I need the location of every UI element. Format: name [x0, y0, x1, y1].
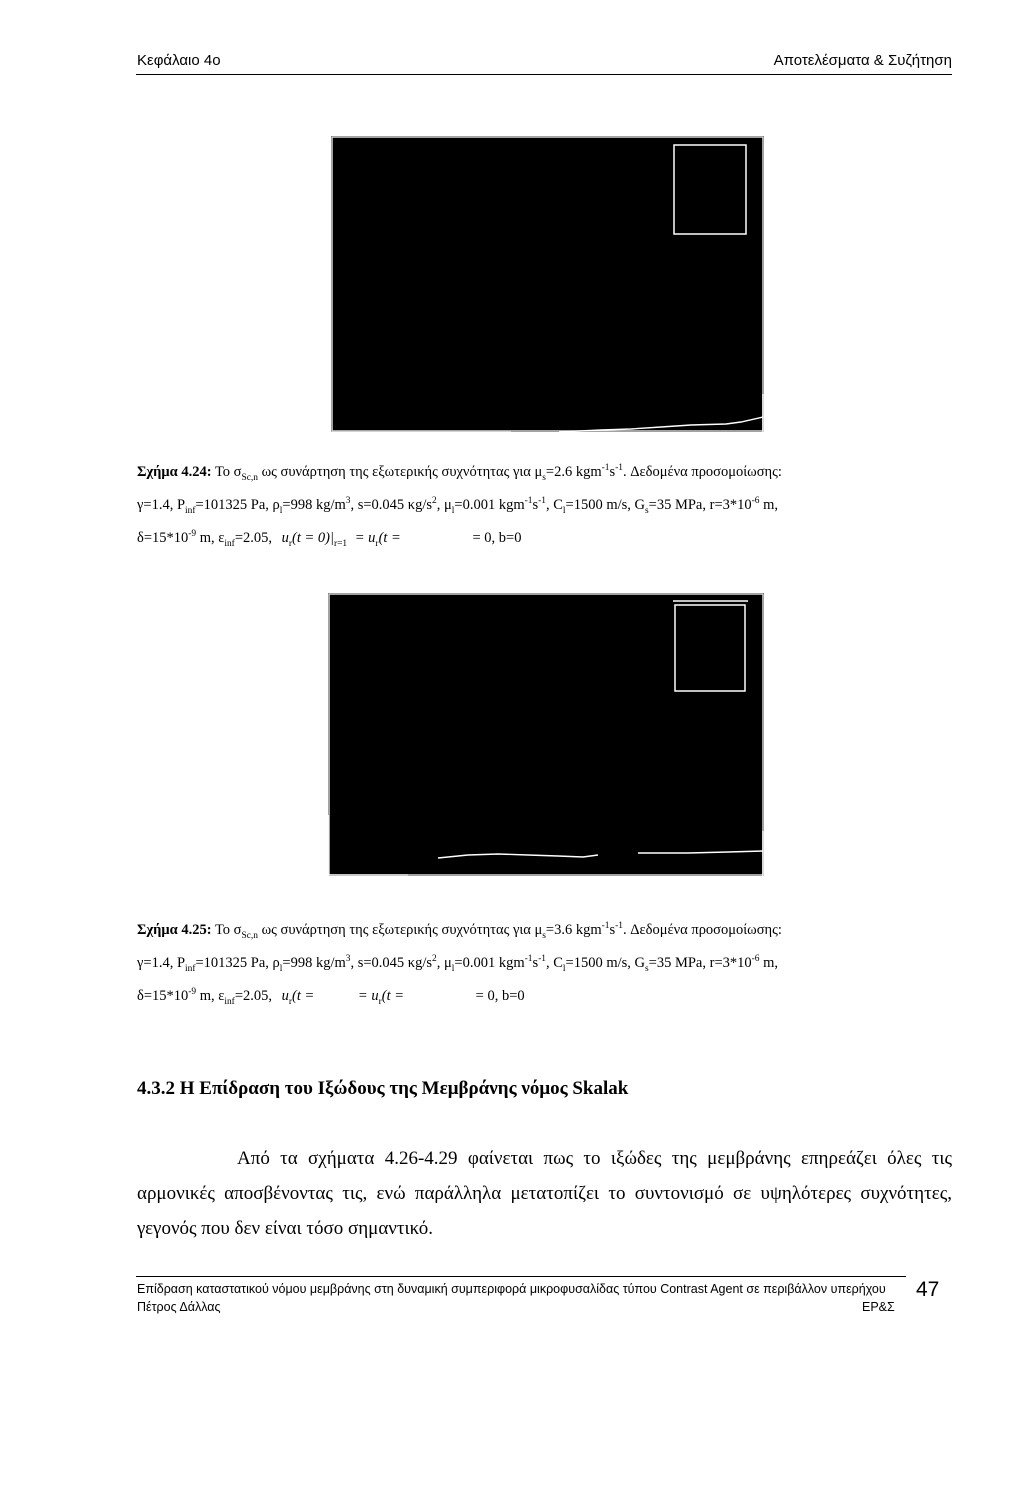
caption-text: δ=15*10 — [137, 988, 189, 1004]
figure-4-24-curve — [559, 417, 763, 432]
caption-text: . Δεδομένα προσομοίωσης: — [622, 922, 782, 938]
caption-sub: l — [451, 963, 455, 974]
caption-sub: l — [562, 505, 566, 516]
formula-text: u — [281, 530, 289, 546]
caption-sup: -1 — [524, 954, 533, 965]
caption-text: , s=0.045 κg/s — [350, 955, 433, 971]
caption-text: , μ — [436, 497, 452, 513]
caption-sub: inf — [224, 996, 235, 1007]
caption-sub: l — [562, 963, 566, 974]
caption-sub: Sc,n — [241, 930, 258, 941]
caption-text: =2.6 kgm — [545, 464, 602, 480]
running-header-chapter: Κεφάλαιο 4ο — [137, 52, 221, 69]
caption-sup: -1 — [538, 954, 546, 965]
caption-text: =1500 m/s, G — [565, 497, 645, 513]
caption-sub: l — [279, 963, 283, 974]
caption-sup: 3 — [345, 954, 351, 965]
caption-text: =101325 Pa, ρ — [195, 497, 280, 513]
caption-text: s — [532, 955, 539, 971]
caption-sub: inf — [185, 505, 196, 516]
caption-text: =3.6 kgm — [545, 922, 602, 938]
caption-text: , μ — [436, 955, 452, 971]
caption-sub: s — [542, 930, 546, 941]
caption-text: Το σ — [214, 922, 242, 938]
caption-text: s — [609, 922, 616, 938]
caption-sup: 2 — [432, 496, 437, 507]
caption-text: =1500 m/s, G — [565, 955, 645, 971]
section-heading: 4.3.2 Η Επίδραση του Ιξώδους της Μεμβράνης νόμος Skalak — [137, 1078, 629, 1099]
caption-sup: -1 — [615, 463, 623, 474]
caption-text: m, — [759, 955, 778, 971]
formula-sub: r — [375, 538, 379, 549]
figure-4-25-curve-b — [638, 851, 763, 853]
caption-text: =2.05, — [234, 988, 272, 1004]
footer-rule — [136, 1276, 906, 1277]
caption-sub: s — [542, 472, 546, 483]
figure-4-25-caption-line2 — [137, 947, 952, 980]
caption-text: =998 kg/m — [282, 497, 346, 513]
caption-text: , b=0 — [491, 530, 522, 546]
caption-text: =0.001 kgm — [454, 497, 525, 513]
caption-sup: -1 — [601, 921, 610, 932]
caption-text: s — [532, 497, 539, 513]
footer-department: ΕΡ&Σ — [862, 1300, 895, 1314]
caption-label: Σχήμα 4.25: — [137, 922, 212, 938]
page-number: 47 — [916, 1278, 940, 1301]
figure-4-24-legend-box — [674, 145, 746, 234]
formula-sub: r — [288, 996, 293, 1007]
body-paragraph: Από τα σχήματα 4.26-4.29 φαίνεται πως το ιξώδες της μεμβράνης επηρεάζει όλες τις αρμονικές αποσβένοντας τις, ενώ παράλληλα μετατοπίζει το συντονισμό σε υψηλότερες συχνότητες, γεγονός που δεν είναι τόσο σημαντικό. — [137, 1148, 952, 1239]
figure-4-25-plot — [328, 593, 764, 876]
header-rule — [136, 74, 952, 75]
caption-text: m, ε — [196, 530, 225, 546]
figure-4-24-plot-lines — [331, 136, 764, 432]
caption-sub: l — [279, 505, 283, 516]
running-header-section: Αποτελέσματα & Συζήτηση — [773, 52, 952, 69]
caption-text: Το σ — [214, 464, 242, 480]
formula-sub: r — [288, 538, 293, 549]
caption-sup: 2 — [432, 954, 437, 965]
caption-text: m, — [759, 497, 778, 513]
caption-sup: -1 — [538, 496, 546, 507]
caption-sup: -1 — [601, 463, 610, 474]
caption-text: ως συνάρτηση της εξωτερικής συχνότητας για μ — [257, 922, 543, 938]
caption-text: , C — [545, 955, 563, 971]
figure-4-25-caption-line1 — [137, 914, 952, 947]
figure-4-24-caption-line3 — [137, 522, 952, 555]
formula-sub: r — [378, 996, 382, 1007]
caption-text: =2.05, — [234, 530, 272, 546]
caption-text: . Δεδομένα προσομοίωσης: — [622, 464, 782, 480]
caption-text: γ=1.4, P — [137, 955, 186, 971]
formula-text: (t = — [381, 988, 405, 1004]
caption-sup: -1 — [524, 496, 533, 507]
caption-text: =35 MPa, r=3*10 — [648, 955, 752, 971]
caption-text: , C — [545, 497, 563, 513]
figure-4-25-legend-box — [675, 605, 745, 691]
caption-text: , b=0 — [494, 988, 525, 1004]
caption-text: =35 MPa, r=3*10 — [648, 497, 752, 513]
figure-4-25-plot-lines — [328, 593, 764, 876]
footer-author: Πέτρος Δάλλας — [137, 1300, 221, 1314]
figure-4-25-caption-line3 — [137, 980, 952, 1013]
caption-sup: 3 — [345, 496, 351, 507]
caption-text: =998 kg/m — [282, 955, 346, 971]
figure-4-25-curve-a — [438, 854, 598, 858]
caption-text: m, ε — [196, 988, 225, 1004]
caption-text: γ=1.4, P — [137, 497, 186, 513]
formula-text: u — [281, 988, 289, 1004]
caption-sub: Sc,n — [241, 472, 258, 483]
caption-sup: -6 — [751, 954, 760, 965]
formula-text: = u — [357, 988, 379, 1004]
caption-sup: -6 — [751, 496, 760, 507]
caption-sub: inf — [224, 538, 235, 549]
formula-text: = 0 — [475, 988, 495, 1004]
caption-sup: -9 — [188, 529, 197, 540]
caption-sub: inf — [185, 963, 196, 974]
formula-text: (t = — [378, 530, 401, 546]
caption-text: , s=0.045 κg/s — [350, 497, 433, 513]
caption-text: =101325 Pa, ρ — [195, 955, 280, 971]
caption-sup: -9 — [188, 987, 197, 998]
formula-text: (t = 0)| — [292, 530, 334, 546]
caption-sub: s — [645, 505, 649, 516]
caption-sup: -1 — [615, 921, 623, 932]
formula-sub: r=1 — [333, 538, 348, 549]
caption-label: Σχήμα 4.24: — [137, 464, 212, 480]
formula-text: = 0 — [472, 530, 492, 546]
figure-4-24-plot — [331, 136, 764, 432]
figure-4-24-caption-line1 — [137, 456, 952, 489]
caption-text: s — [609, 464, 616, 480]
caption-sub: l — [451, 505, 455, 516]
caption-text: ως συνάρτηση της εξωτερικής συχνότητας για μ — [257, 464, 543, 480]
footer-title: Επίδραση καταστατικού νόμου μεμβράνης στη δυναμική συμπεριφορά μικροφυσαλίδας τύπου Contrast Agent σε περιβάλλον υπερήχου — [137, 1282, 886, 1296]
caption-text: δ=15*10 — [137, 530, 189, 546]
caption-text: =0.001 kgm — [454, 955, 525, 971]
figure-4-24-caption-line2 — [137, 489, 952, 522]
formula-text: = u — [354, 530, 376, 546]
formula-text: (t = — [292, 988, 315, 1004]
caption-sub: s — [645, 963, 649, 974]
